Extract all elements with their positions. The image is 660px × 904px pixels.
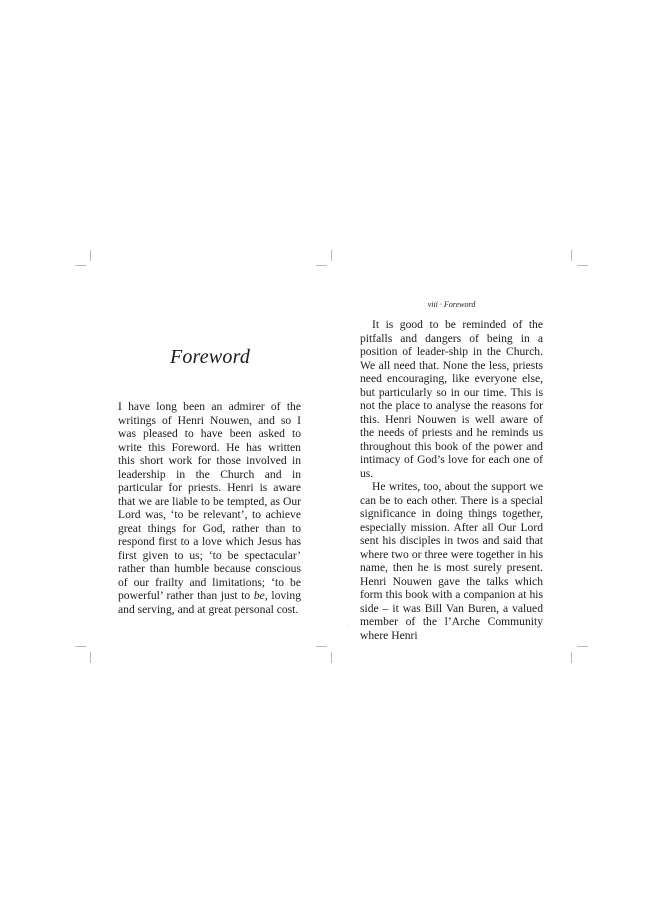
crop-mark [577,265,588,266]
text-line: achieve great things for God, rather than to [118,508,301,535]
text-line: None the less, priests need encouraging, [360,358,543,385]
text-line: for those involved in leadership in the [118,454,301,481]
text-line: can be to each other. There is a special [360,493,543,507]
crop-mark [577,646,588,647]
text-line: where two or three were together in his [360,547,543,561]
crop-mark [75,646,86,647]
text-line: Foreword. He has written this short work [118,440,301,467]
speck [348,625,349,626]
foreword-body-left [118,400,301,616]
text-line: as Our Lord was, ‘to be relevant’, to [118,494,302,521]
text-line: Henri Nouwen gave the talks which form [360,574,543,601]
text-line: and dangers of being in a position of leader- [360,331,543,358]
text-line: like everyone else, but particularly so in [360,372,544,399]
text-line: each one of us. [360,453,543,480]
text-line: , loving and serving, [118,589,302,616]
text-line: first given to us; ‘to be spectacular’ rather [118,548,301,575]
text-line: than humble because conscious of our [118,562,301,589]
text-line: Church and in particular for priests. Henri [118,467,302,494]
text-line: frailty and limitations; ‘to be powerful’ [118,575,301,602]
text-line: well aware of the needs of priests and he [360,412,543,439]
text-line: of the l’Arche Community where Henri [360,615,543,642]
crop-mark [75,265,86,266]
text-line: is aware that we are liable to be tempted, [118,481,301,508]
text-line: the reasons for this. Henri Nouwen is [360,399,544,426]
crop-mark [331,652,332,663]
text-line: rather than just to [166,589,254,602]
text-line: power and intimacy of God’s love for [360,439,543,466]
foreword-paragraph [360,318,543,480]
text-line: I have long been an admirer of the [118,400,301,413]
text-line: significance in doing things together, [360,507,543,520]
text-line: It is good to be reminded of the pitfalls [360,318,543,345]
text-line: especially mission. After all Our Lord [360,520,543,534]
text-line: He writes, too, about the support we [372,480,543,493]
emphasis: be [253,589,265,602]
crop-mark [90,250,91,261]
crop-mark [316,646,327,647]
running-head: viii · Foreword [427,300,476,309]
text-line: pleased to have been asked to write this [118,427,301,454]
page-title: Foreword [169,346,251,368]
text-line: sent his disciples in twos and said that [360,534,543,547]
foreword-paragraph [118,400,301,616]
foreword-paragraph [360,480,543,642]
text-line: ship in the Church. We all need that. [360,345,543,372]
text-line: this book with a companion at his side – [360,588,544,615]
crop-mark [571,250,572,261]
crop-mark [90,652,91,663]
foreword-body-right [360,318,543,642]
text-line: our time. This is not the place to analyse [360,385,543,412]
text-line: reminds us throughout this book of the [360,426,543,453]
text-line: respond first to a love which Jesus has [118,535,301,548]
crop-mark [331,250,332,261]
crop-mark [571,652,572,663]
crop-mark [316,265,327,266]
text-line: it was Bill Van Buren, a valued member [360,601,543,628]
text-line: writings of Henri Nouwen, and so I was [118,413,301,440]
text-line: and at great personal cost. [177,602,299,616]
text-line: name, then he is most surely present. [360,561,543,574]
